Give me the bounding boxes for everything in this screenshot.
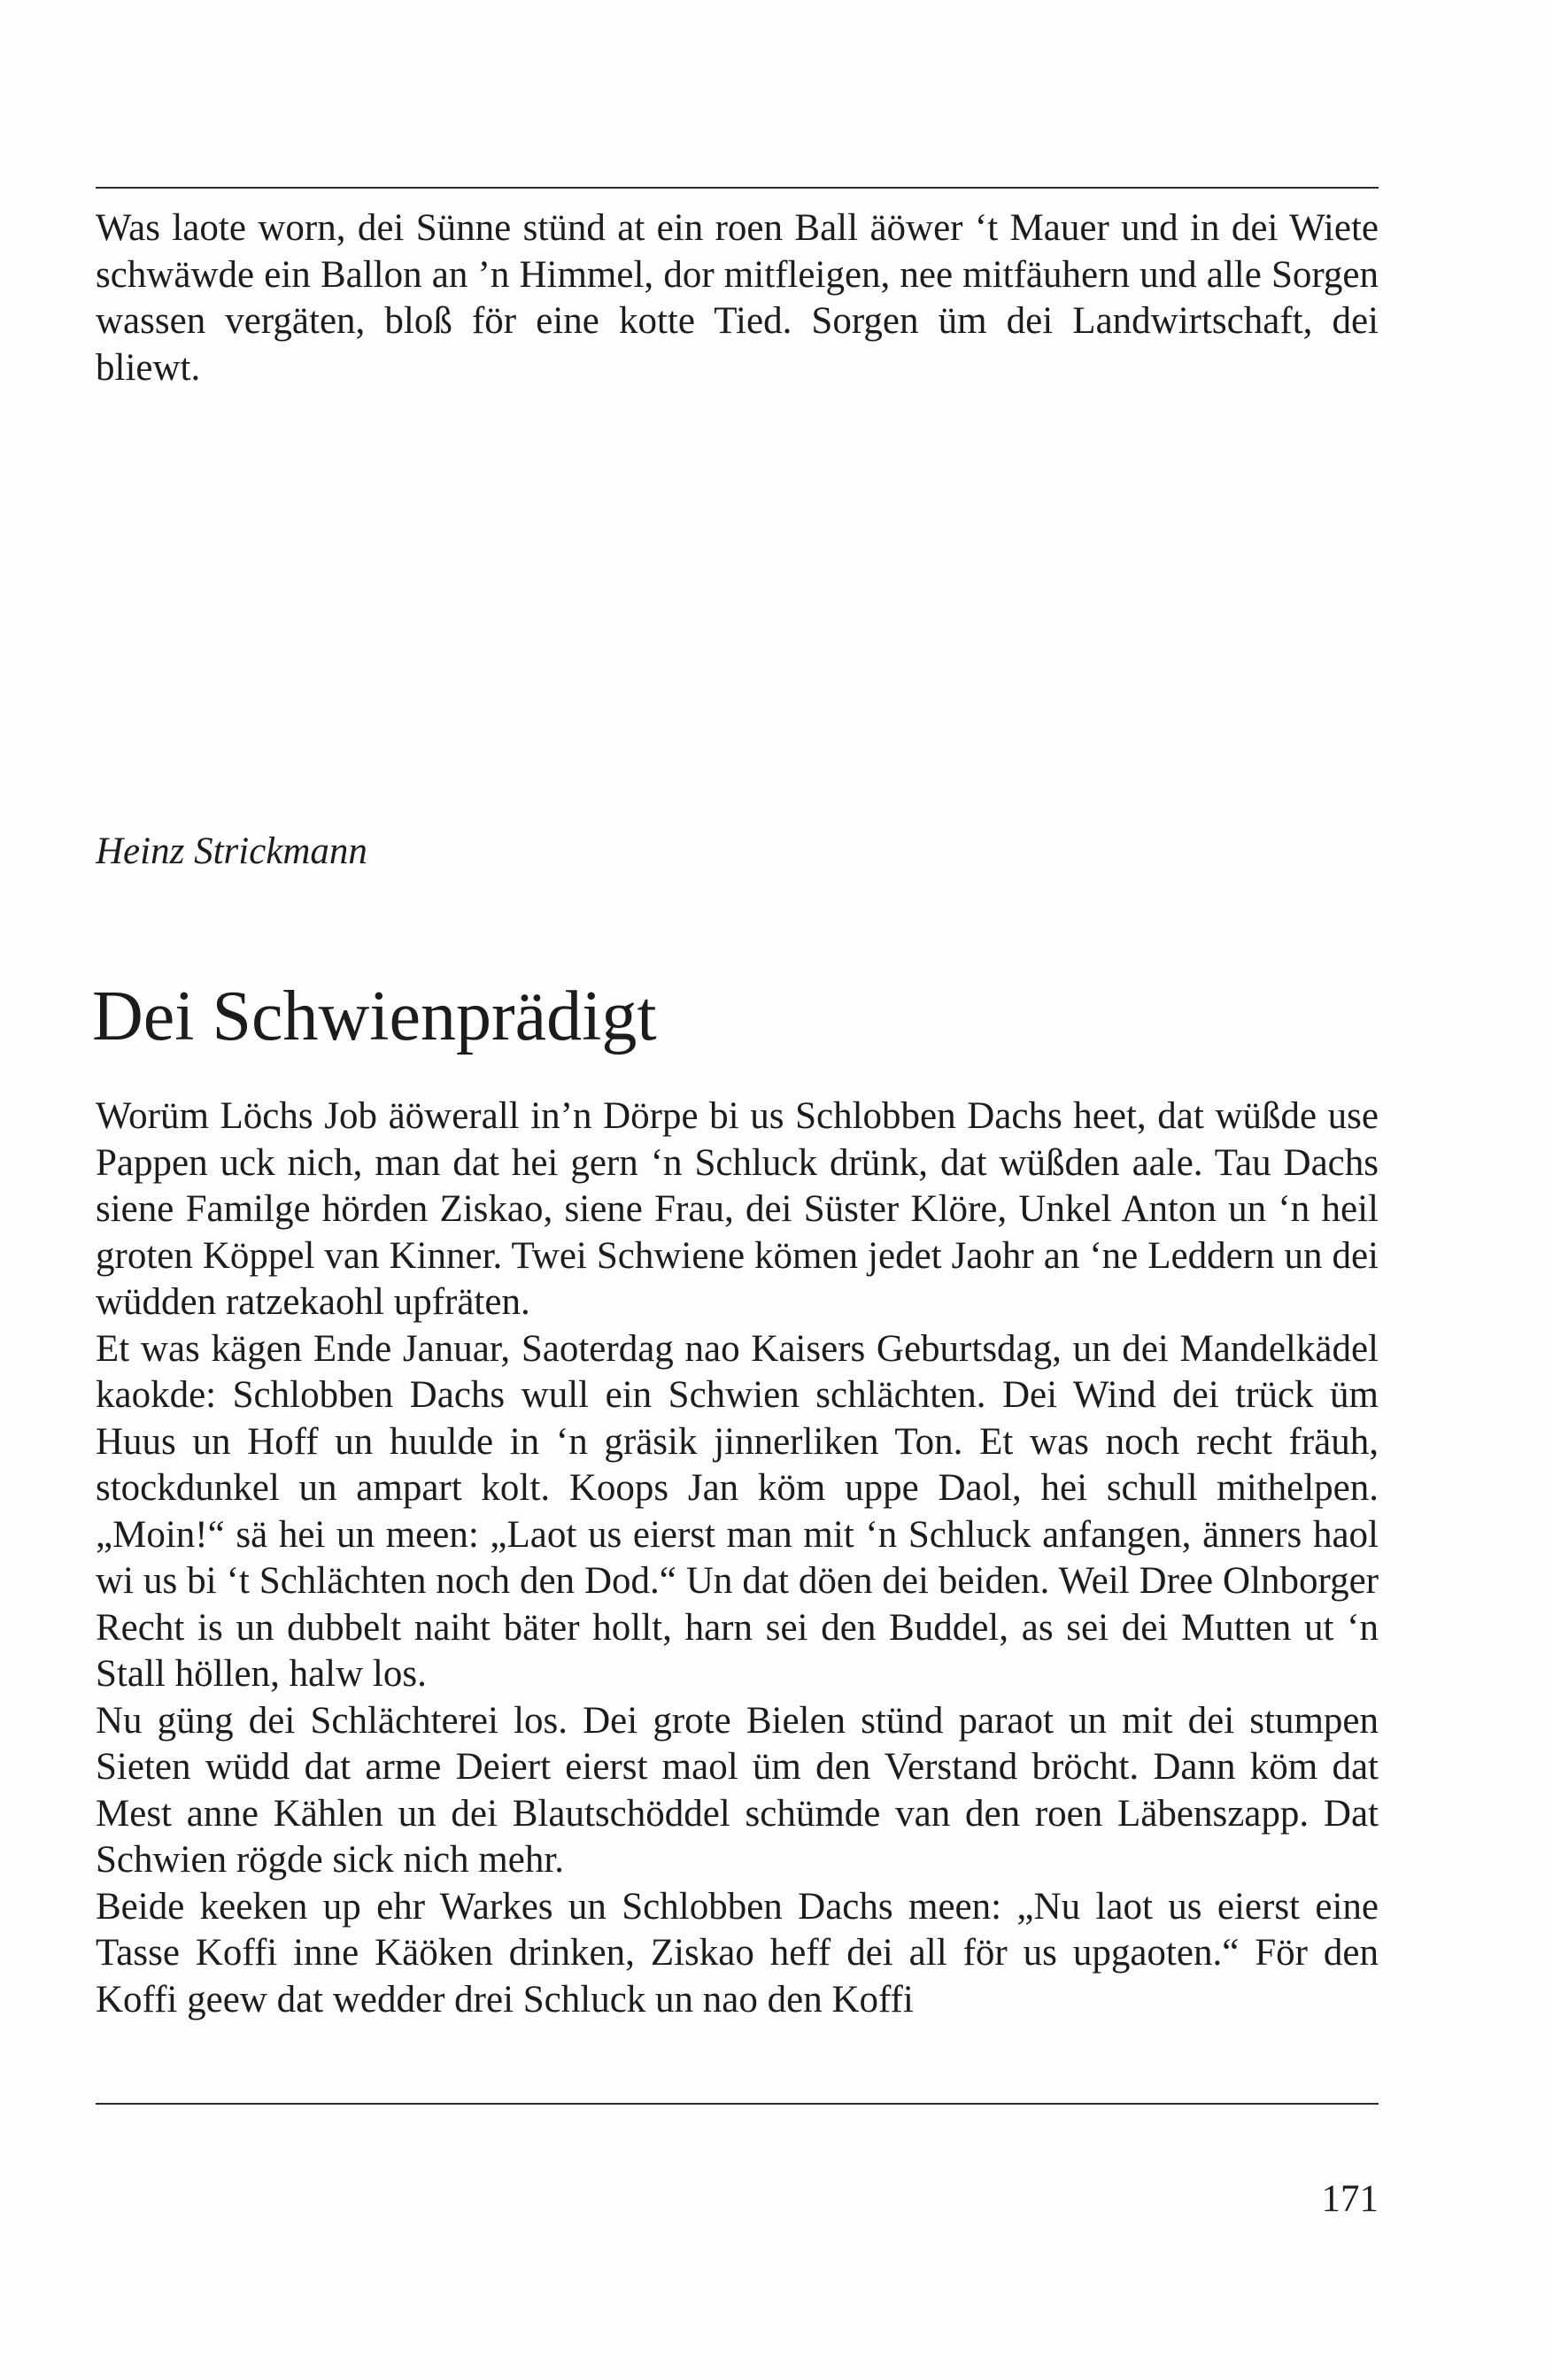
author-name: Heinz Strickmann bbox=[96, 831, 367, 872]
story-body bbox=[96, 1093, 1379, 2023]
story-paragraph: Worüm Löchs Job äöwerall in’n Dörpe bi us Schlobben Dachs heet, dat wüßde use Pappen uck nich, man dat hei gern ‘n Schluck drünk, dat wüßden aale. Tau Dachs siene Familge hörden Ziskao, siene Frau, dei Süster Klöre, Unkel Anton un ‘n heil groten Köppel van Kinner. Twei Schwiene kömen jedet Jaohr an ‘ne Leddern un dei wüdden ratzekaohl upfräten. bbox=[96, 1095, 1379, 1323]
story-title: Dei Schwienprädigt bbox=[92, 978, 657, 1055]
footer-rule bbox=[96, 2103, 1379, 2105]
page-number: 171 bbox=[1321, 2178, 1379, 2220]
previous-paragraph: Was laote worn, dei Sünne stünd at ein roen Ball äöwer ‘t Mauer und in dei Wiete schwäwde ein Ballon an ’n Himmel, dor mitfleigen, nee mitfäuhern und alle Sorgen wassen vergäten, bloß för eine kotte Tied. Sorgen üm dei Landwirtschaft, dei bliewt. bbox=[96, 207, 1379, 389]
header-rule bbox=[96, 187, 1379, 189]
story-paragraph: Beide keeken up ehr Warkes un Schlobben Dachs meen: „Nu laot us eierst eine Tasse Koffi inne Käöken drinken, Ziskao heff dei all för us upgaoten.“ För den Koffi geew dat wedder drei Schluck un nao den Koffi bbox=[96, 1885, 1379, 2021]
previous-story-ending bbox=[96, 205, 1379, 391]
story-paragraph: Nu güng dei Schlächterei los. Dei grote Bielen stünd paraot un mit dei stumpen Sieten wüdd dat arme Deiert eierst maol üm den Verstand bröcht. Dann köm dat Mest anne Kählen un dei Blautschöddel schümde van den roen Läbenszapp. Dat Schwien rögde sick nich mehr. bbox=[96, 1699, 1379, 1881]
story-paragraph: Et was kägen Ende Januar, Saoterdag nao Kaisers Geburtsdag, un dei Mandelkädel kaokde: Schlobben Dachs wull ein Schwien schlächten. Dei Wind dei trück üm Huus un Hoff un huulde in ‘n gräsik jinnerliken Ton. Et was noch recht fräuh, stockdunkel un ampart kolt. Koops Jan köm uppe Daol, hei schull mithelpen. „Moin!“ sä hei un meen: „Laot us eierst man mit ‘n Schluck anfangen, änners haol wi us bi ‘t Schlächten noch den Dod.“ Un dat döen dei beiden. Weil Dree Olnborger Recht is un dubbelt naiht bäter hollt, harn sei den Buddel, as sei dei Mutten ut ‘n Stall höllen, halw los. bbox=[96, 1327, 1379, 1695]
